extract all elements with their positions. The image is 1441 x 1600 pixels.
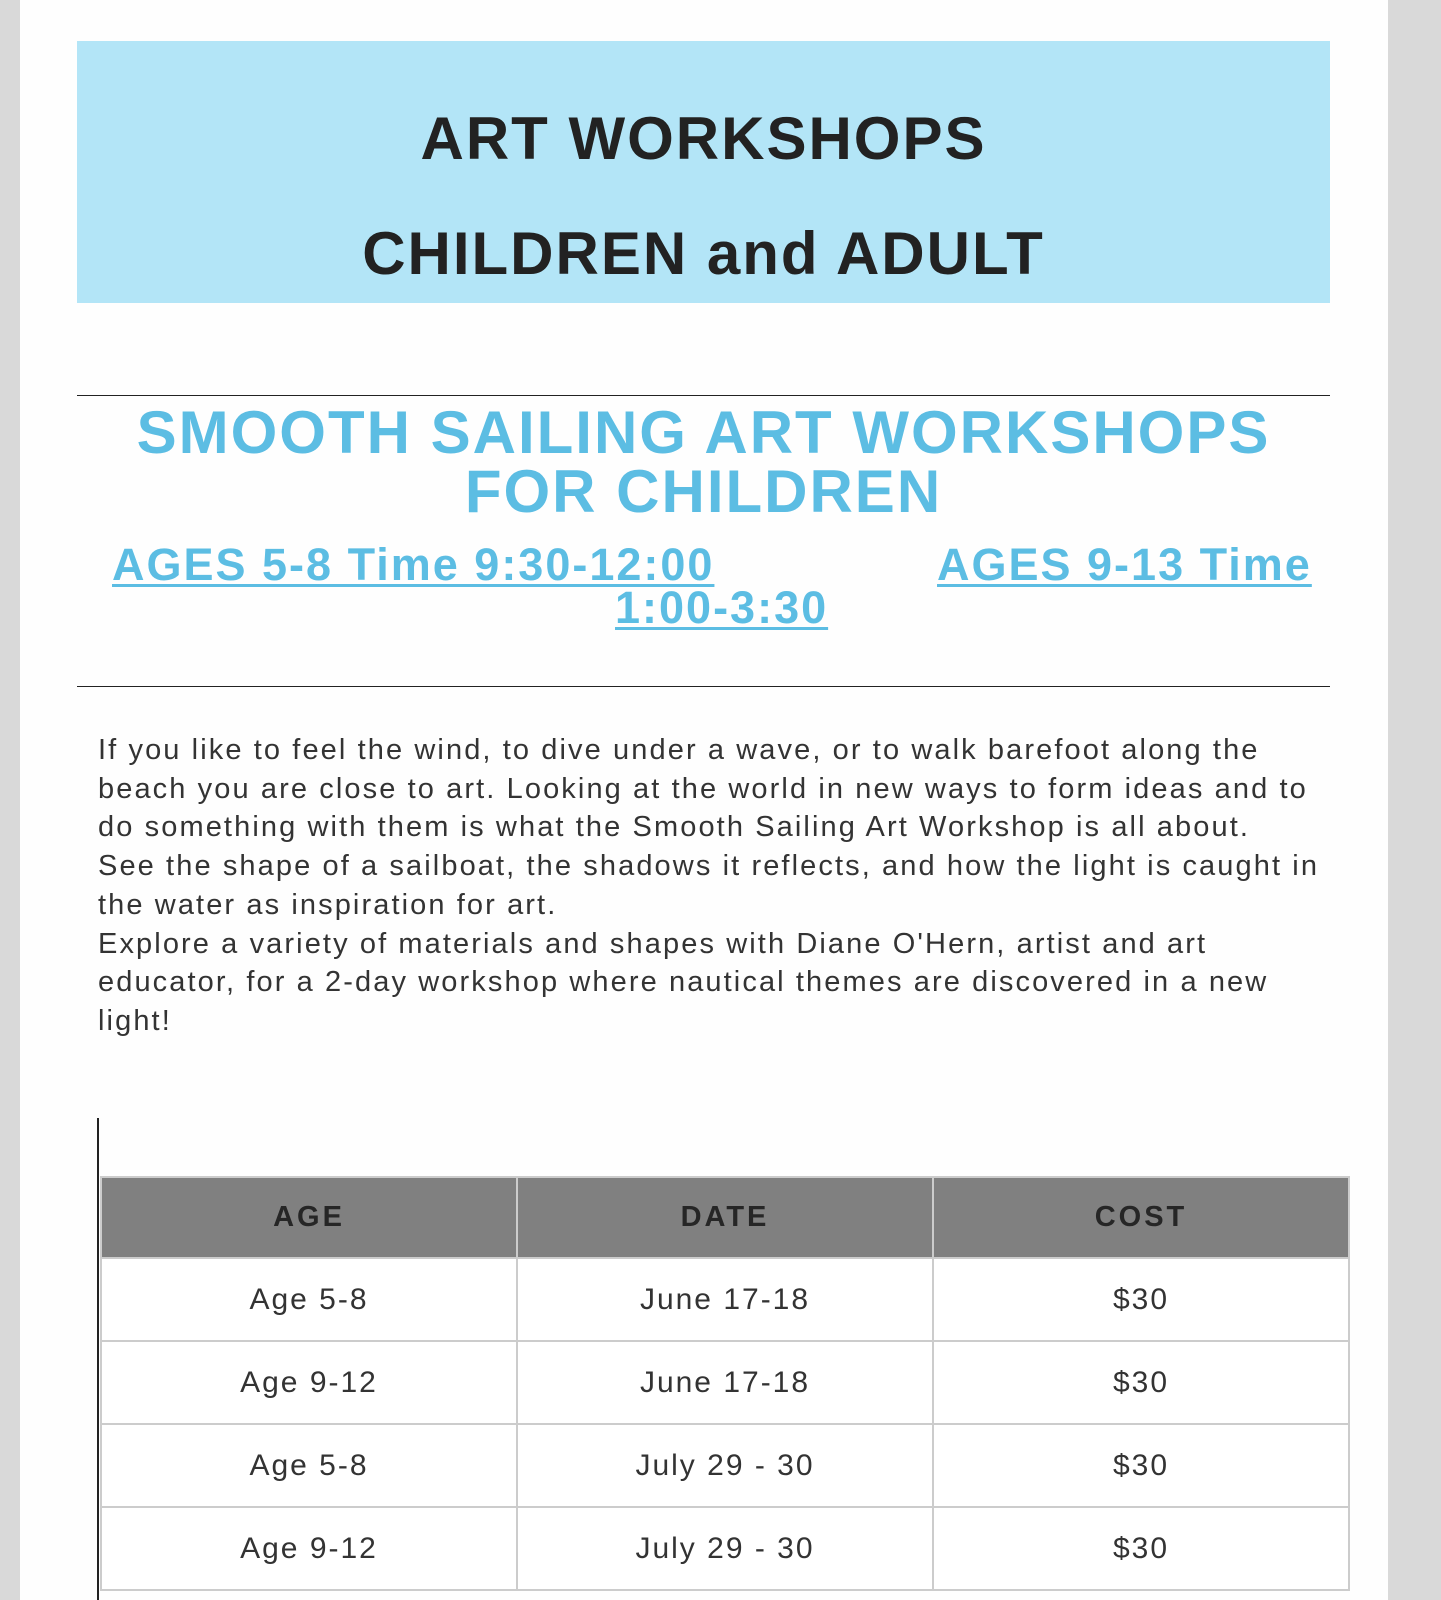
cell-age: Age 5-8 bbox=[101, 1424, 517, 1507]
header-date: DATE bbox=[517, 1177, 933, 1258]
ages-5-8-link[interactable]: AGES 5-8 Time 9:30-12:00 bbox=[112, 539, 715, 590]
vertical-rule bbox=[97, 1118, 99, 1600]
banner-title: ART WORKSHOPS bbox=[420, 105, 987, 172]
table-header-row bbox=[101, 1177, 1349, 1258]
table-row bbox=[101, 1341, 1349, 1424]
table-row bbox=[101, 1258, 1349, 1341]
ages-9-13-link[interactable]: AGES 9-13 Time bbox=[937, 539, 1312, 590]
cell-date: July 29 - 30 bbox=[517, 1424, 933, 1507]
top-divider bbox=[77, 395, 1330, 396]
cell-age: Age 5-8 bbox=[101, 1258, 517, 1341]
cell-date: June 17-18 bbox=[517, 1258, 933, 1341]
cell-cost: $30 bbox=[933, 1258, 1349, 1341]
cell-date: June 17-18 bbox=[517, 1341, 933, 1424]
banner-subtitle: CHILDREN and ADULT bbox=[362, 220, 1045, 287]
ages-9-13-time-link[interactable]: 1:00-3:30 bbox=[615, 582, 829, 633]
header-banner bbox=[77, 41, 1330, 303]
description bbox=[98, 731, 1348, 1041]
section-title: SMOOTH SAILING ART WORKSHOPS FOR CHILDREN bbox=[136, 399, 1271, 525]
cell-age: Age 9-12 bbox=[101, 1507, 517, 1590]
cell-date: July 29 - 30 bbox=[517, 1507, 933, 1590]
cell-cost: $30 bbox=[933, 1507, 1349, 1590]
page bbox=[20, 0, 1388, 1600]
description-paragraph: Explore a variety of materials and shapes with Diane O'Hern, artist and art educator, for a 2-day workshop where nautical themes are discovered in a new light! bbox=[98, 927, 1269, 1037]
schedule-table bbox=[100, 1176, 1350, 1591]
cell-cost: $30 bbox=[933, 1424, 1349, 1507]
table-row bbox=[101, 1507, 1349, 1590]
table-row bbox=[101, 1424, 1349, 1507]
cell-cost: $30 bbox=[933, 1341, 1349, 1424]
header-cost: COST bbox=[933, 1177, 1349, 1258]
description-paragraph: If you like to feel the wind, to dive under a wave, or to walk barefoot along the beach you are close to art. Looking at the world in new ways to form ideas and to do something with them is what the Smooth Sailing Art Workshop is all about. bbox=[98, 734, 1308, 844]
cell-age: Age 9-12 bbox=[101, 1341, 517, 1424]
description-paragraph: See the shape of a sailboat, the shadows it reflects, and how the light is caught in the water as inspiration for art. bbox=[98, 850, 1320, 921]
header-age: AGE bbox=[101, 1177, 517, 1258]
bottom-divider bbox=[77, 686, 1330, 687]
